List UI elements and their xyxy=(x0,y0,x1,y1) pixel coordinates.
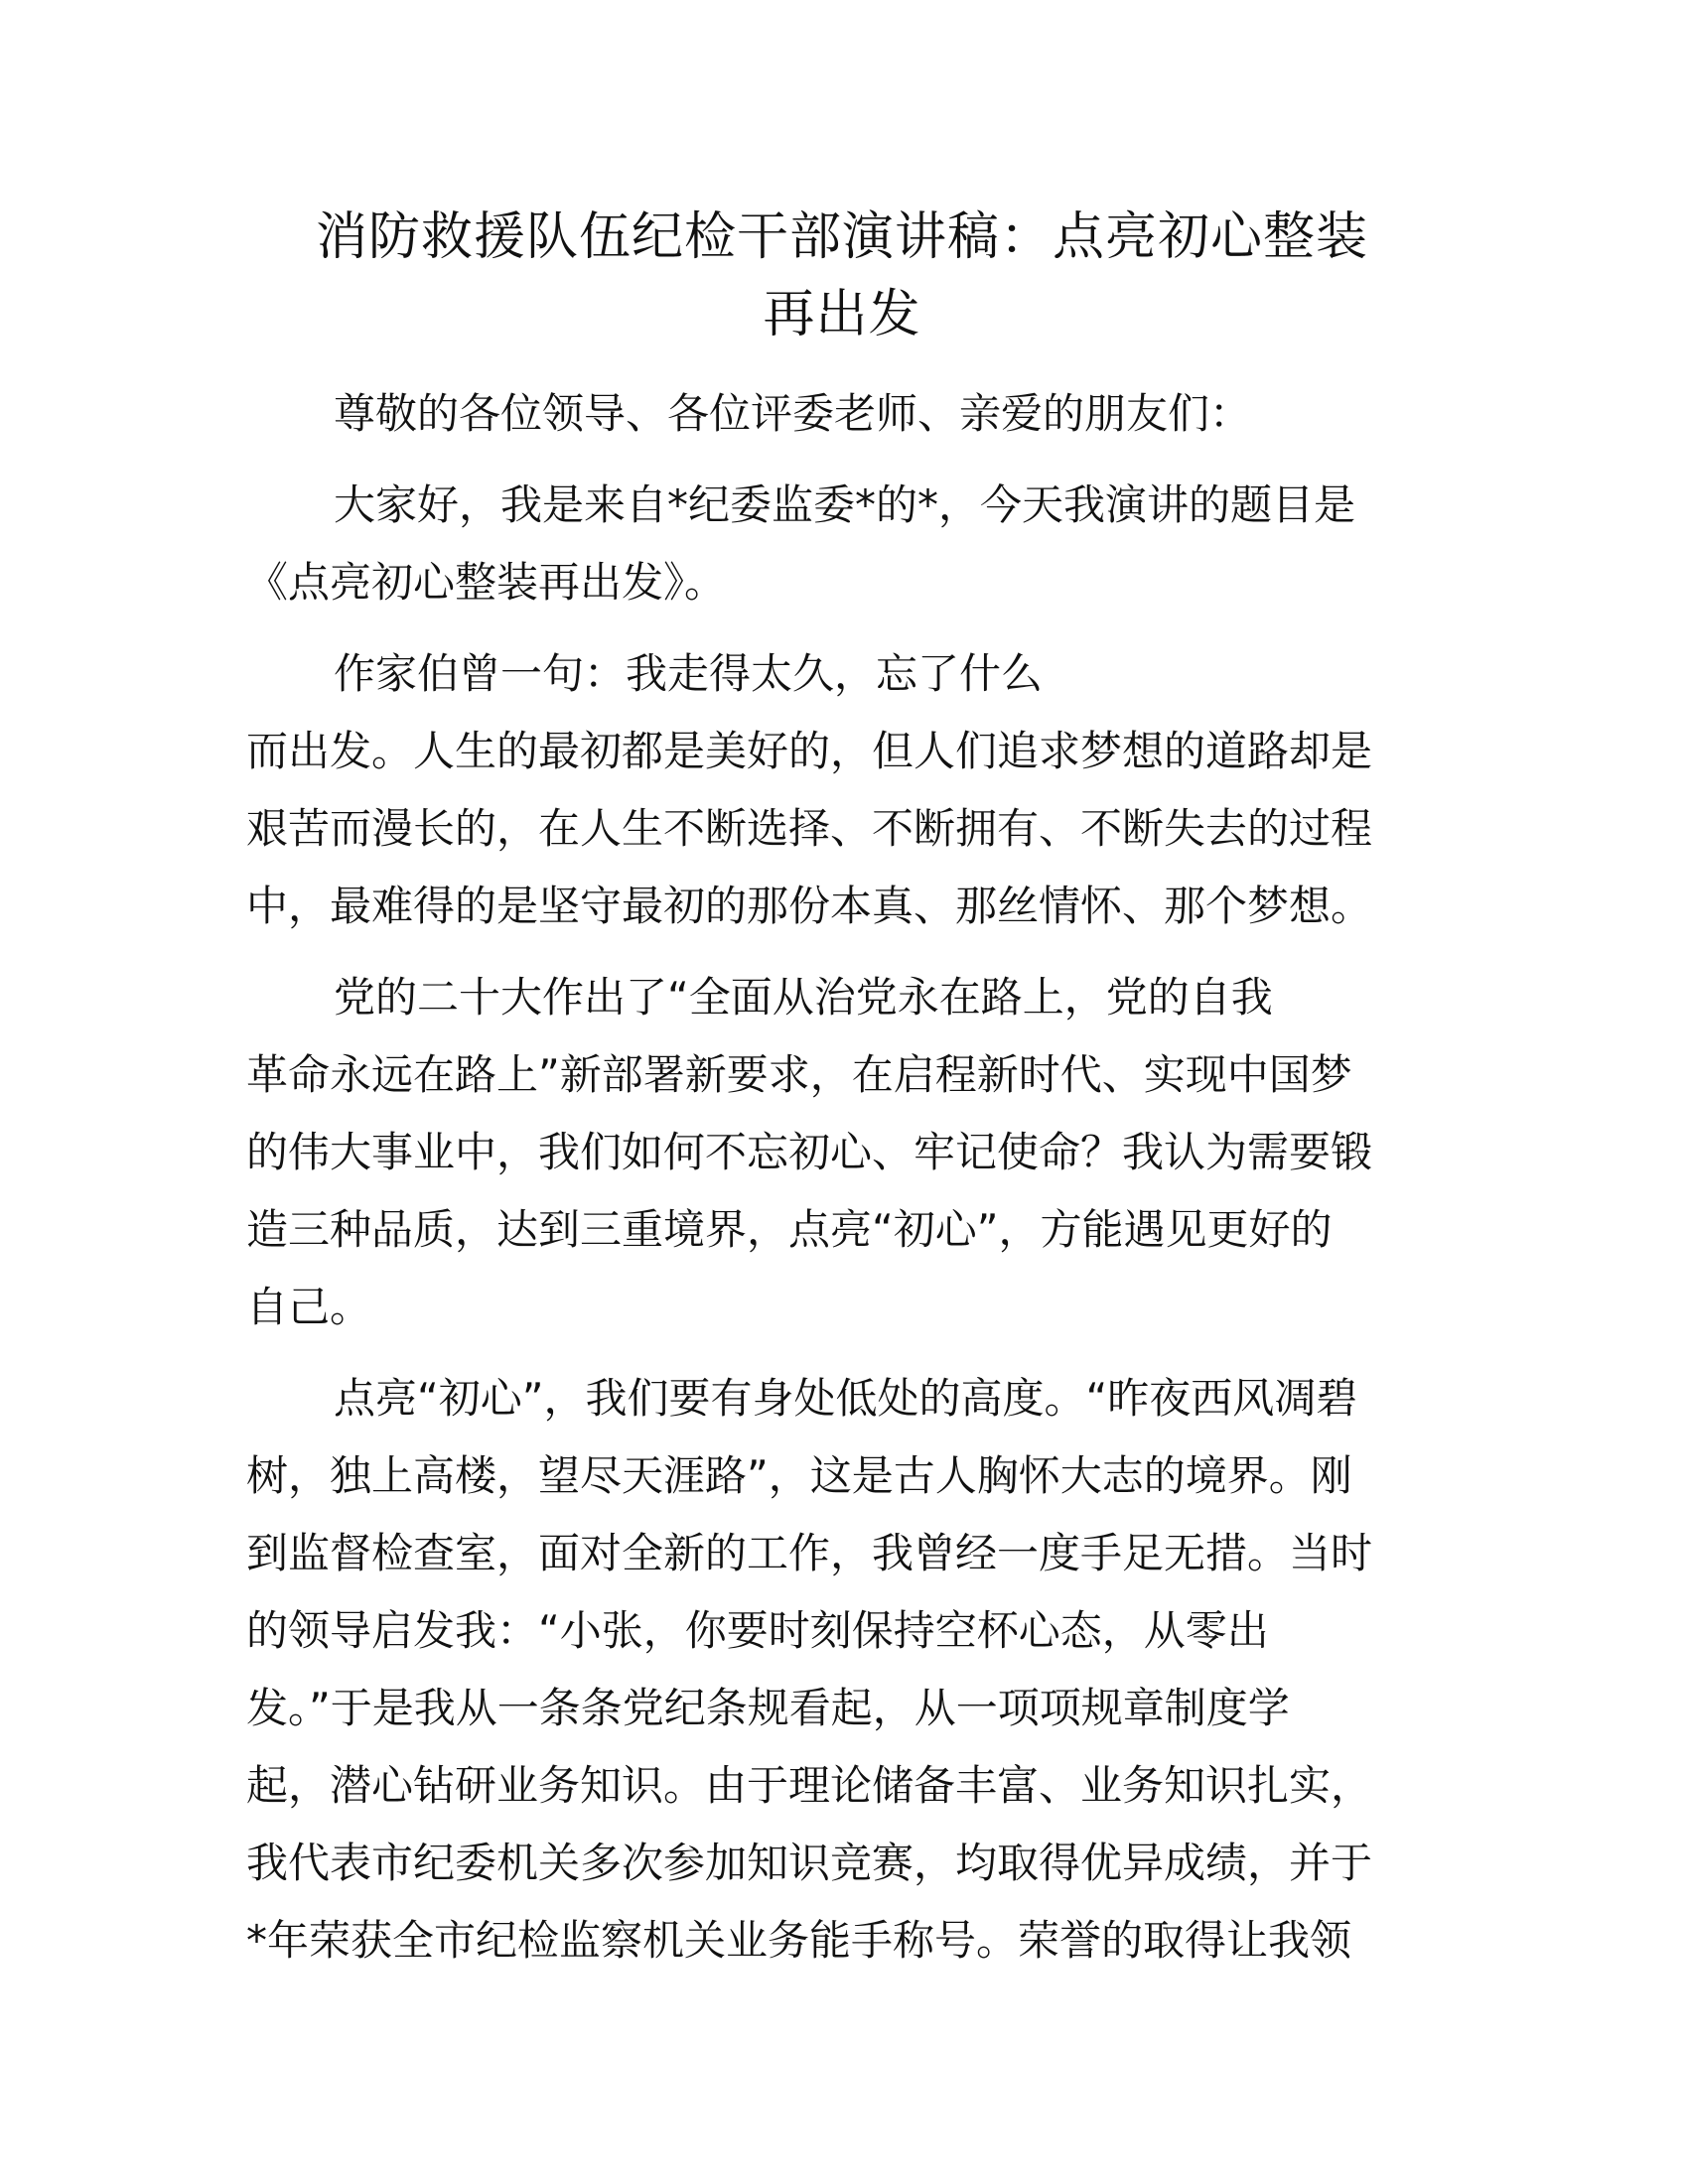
document-title xyxy=(246,199,1438,353)
paragraph-height xyxy=(246,1360,1438,1979)
title-line: 再出发 xyxy=(763,285,921,344)
text-line: 艰苦而漫长的，在人生不断选择、不断拥有、不断失去的过程 xyxy=(246,804,1373,853)
text-line: 尊敬的各位领导、各位评委老师、亲爱的朋友们： xyxy=(334,389,1252,438)
text-line: 树，独上高楼，望尽天涯路”，这是古人胸怀大志的境界。刚 xyxy=(246,1451,1352,1500)
text-line: *年荣获全市纪检监察机关业务能手称号。荣誉的取得让我领 xyxy=(246,1916,1352,1965)
text-line: 的领导启发我：“小张，你要时刻保持空杯心态，从零出 xyxy=(246,1606,1269,1655)
text-line: 大家好，我是来自*纪委监委*的*，今天我演讲的题目是 xyxy=(334,480,1356,529)
text-line: 到监督检查室，面对全新的工作，我曾经一度手足无措。当时 xyxy=(246,1529,1373,1577)
text-line: 而出发。人生的最初都是美好的，但人们追求梦想的道路却是 xyxy=(246,727,1373,775)
text-line: 的伟大事业中，我们如何不忘初心、牢记使命？我认为需要锻 xyxy=(246,1128,1373,1176)
text-line: 党的二十大作出了“全面从治党永在路上，党的自我 xyxy=(334,973,1273,1022)
paragraph-congress xyxy=(246,959,1438,1346)
text-line: 作家伯曾一句：我走得太久，忘了什么 xyxy=(334,649,1044,698)
text-line: 点亮“初心”，我们要有身处低处的高度。“昨夜西风凋碧 xyxy=(334,1374,1358,1423)
paragraph-greeting xyxy=(246,467,1438,621)
text-line: 自己。 xyxy=(246,1283,372,1331)
text-line: 中，最难得的是坚守最初的那份本真、那丝情怀、那个梦想。 xyxy=(246,882,1373,930)
document-page xyxy=(246,199,1438,1993)
text-line: 起，潜心钻研业务知识。由于理论储备丰富、业务知识扎实， xyxy=(246,1761,1373,1810)
text-line: 我代表市纪委机关多次参加知识竞赛，均取得优异成绩，并于 xyxy=(246,1839,1373,1887)
paragraph-salutation xyxy=(246,375,1438,453)
text-line: 革命永远在路上”新部署新要求，在启程新时代、实现中国梦 xyxy=(246,1050,1352,1099)
text-line: 发。”于是我从一条条党纪条规看起，从一项项规章制度学 xyxy=(246,1684,1290,1732)
text-line: 《点亮初心整装再出发》。 xyxy=(246,558,727,607)
document-body xyxy=(246,375,1438,1979)
paragraph-quote xyxy=(246,635,1438,945)
text-line: 造三种品质，达到三重境界，点亮“初心”，方能遇见更好的 xyxy=(246,1205,1333,1254)
title-line: 消防救援队伍纪检干部演讲稿：点亮初心整装 xyxy=(315,207,1368,267)
